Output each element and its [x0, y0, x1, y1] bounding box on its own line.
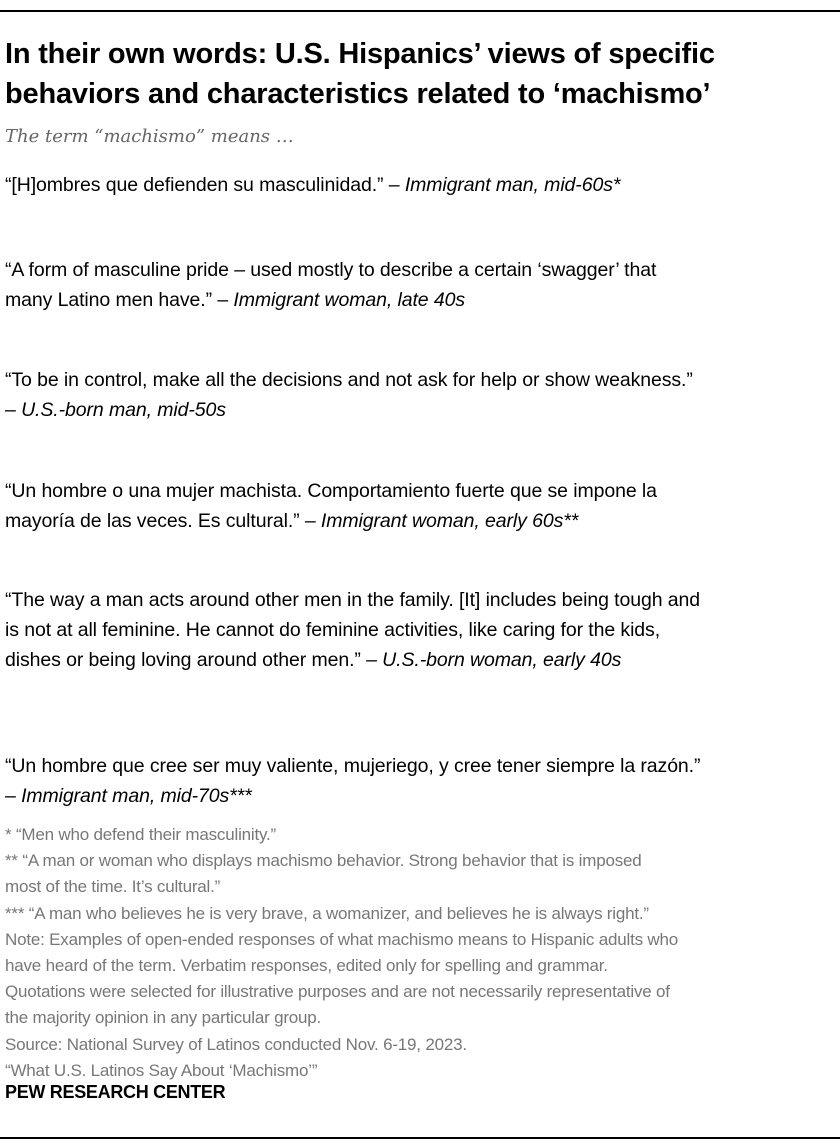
quote-line [5, 751, 700, 781]
footnotes [5, 822, 678, 1084]
quote [5, 365, 693, 425]
quote-line [5, 476, 657, 506]
quote-attribution: Immigrant man, mid-60s* [404, 174, 621, 196]
quote-text: is not at all feminine. He cannot do feminine activities, like caring for the kids, [5, 619, 661, 641]
title-line: In their own words: U.S. Hispanics’ views of specific [5, 38, 715, 70]
footnote-line: ** “A man or woman who displays machismo behavior. Strong behavior that is imposed [5, 851, 642, 871]
footnote-line: *** “A man who believes he is very brave, a womanizer, and believes he is always right.” [5, 903, 649, 923]
quote-line [5, 615, 700, 645]
note-line: Quotations were selected for illustrative purposes and are not necessarily representative of [5, 982, 670, 1002]
top-rule [0, 10, 840, 12]
note-line: Note: Examples of open-ended responses of what machismo means to Hispanic adults who [5, 929, 679, 949]
quote-text: “Un hombre que cree ser muy valiente, mujeriego, y cree tener siempre la razón.” [5, 755, 701, 777]
quote-line [5, 585, 700, 615]
quote-attribution: Immigrant man, mid-70s*** [21, 785, 252, 807]
quote-line [5, 365, 693, 395]
page-title [5, 34, 715, 114]
source-line: Source: National Survey of Latinos conducted Nov. 6-19, 2023. [5, 1034, 467, 1054]
quote-text: “A form of masculine pride – used mostly to describe a certain ‘swagger’ that [5, 259, 657, 281]
quote-line [5, 645, 700, 675]
quote [5, 476, 657, 536]
quote-attribution: Immigrant woman, late 40s [233, 289, 465, 311]
quote-text: dishes or being loving around other men.” – [5, 649, 383, 671]
quote-line [5, 255, 656, 285]
subtitle: The term “machismo” means … [5, 126, 294, 147]
quote-text: “The way a man acts around other men in the family. [It] includes being tough and [5, 589, 701, 611]
report-title: “What U.S. Latinos Say About ‘Machismo’” [5, 1060, 318, 1080]
quote [5, 255, 656, 315]
footnote-line: * “Men who defend their masculinity.” [5, 825, 277, 844]
quote-text: – [5, 399, 22, 421]
quote-text: “Un hombre o una mujer machista. Comportamiento fuerte que se impone la [5, 480, 657, 502]
quote-line [5, 170, 620, 200]
quote-text: “[H]ombres que defienden su masculinidad.” – [5, 174, 405, 196]
note-line: have heard of the term. Verbatim responses, edited only for spelling and grammar. [5, 956, 608, 976]
quote-line [5, 506, 657, 536]
quote [5, 585, 700, 675]
quote [5, 170, 620, 200]
quote-text: many Latino men have.” – [5, 289, 234, 311]
quote-line [5, 781, 700, 811]
footnote-line: most of the time. It’s cultural.” [5, 877, 221, 897]
note-line: the majority opinion in any particular group. [5, 1008, 322, 1028]
quote-attribution: Immigrant woman, early 60s** [320, 510, 579, 532]
quote-text: – [5, 785, 22, 807]
quote-text: “To be in control, make all the decisions and not ask for help or show weakness.” [5, 369, 693, 391]
pew-logo-text: PEW RESEARCH CENTER [5, 1082, 226, 1102]
quote-attribution: U.S.-born woman, early 40s [382, 649, 622, 671]
title-line: behaviors and characteristics related to ‘machismo’ [5, 78, 711, 110]
quote-attribution: U.S.-born man, mid-50s [21, 399, 226, 421]
quote-text: mayoría de las veces. Es cultural.” – [5, 510, 321, 532]
bottom-rule [0, 1137, 840, 1139]
quote-line [5, 395, 693, 425]
quote-line [5, 285, 656, 315]
quote [5, 751, 700, 811]
